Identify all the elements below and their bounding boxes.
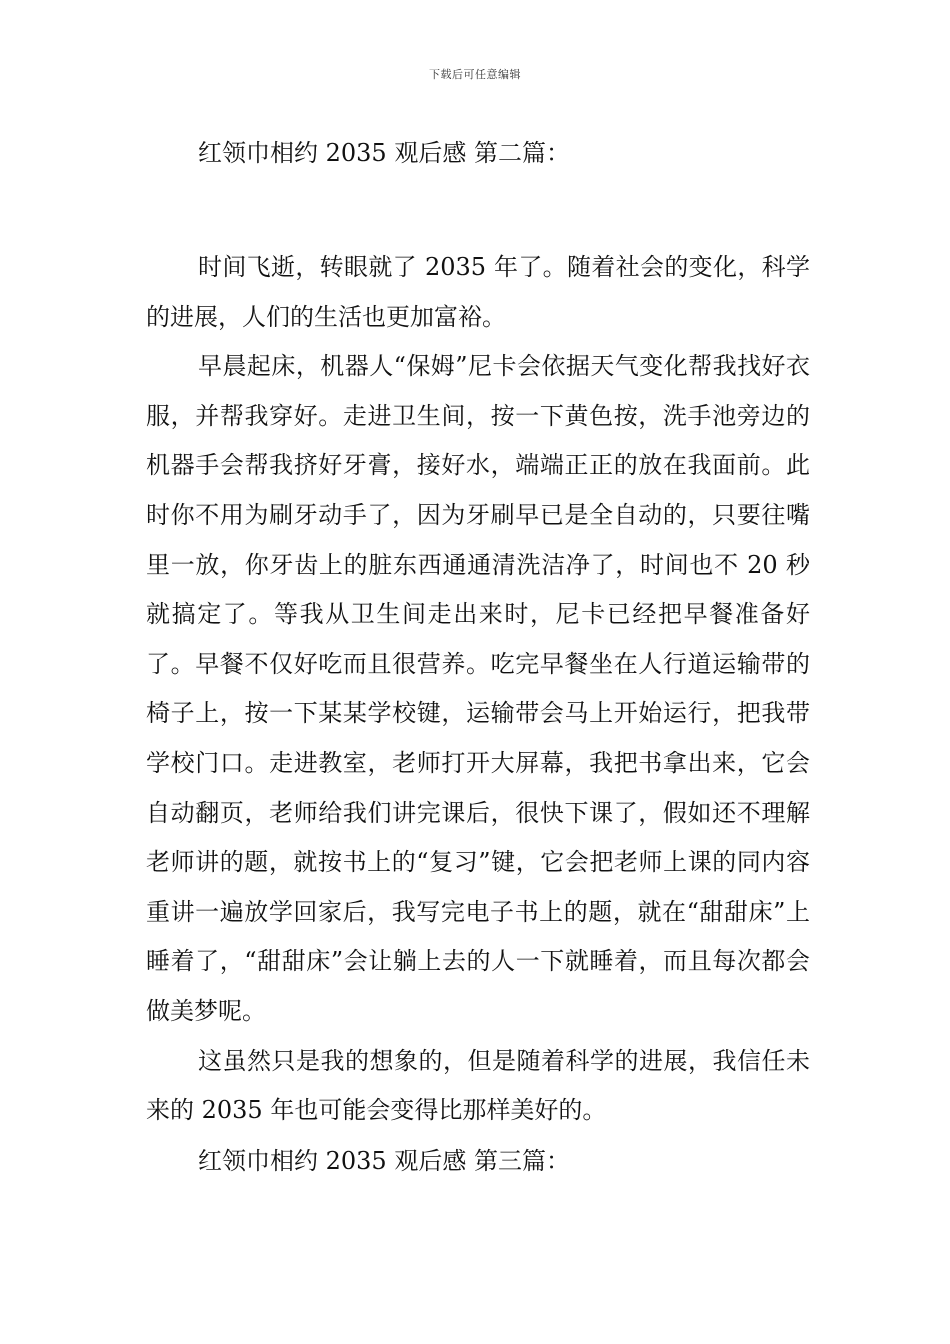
- section-heading-3: 红领巾相约 2035 观后感 第三篇：: [198, 1146, 570, 1175]
- page-header-note: 下载后可任意编辑: [429, 68, 521, 81]
- document-body: [146, 128, 810, 1186]
- spacer: [146, 178, 810, 243]
- paragraph-2: 早晨起床，机器人“保姆”尼卡会依据天气变化帮我找好衣服，并帮我穿好。走进卫生间，按一下黄色按，洗手池旁边的机器手会帮我挤好牙膏，接好水，端端正正的放在我面前。此时你不用为刷牙动手了，因为牙刷早已是全自动的，只要往嘴里一放，你牙齿上的脏东西通通清洗洁净了，时间也不 20 秒就搞定了。等我从卫生间走出来时，尼卡已经把早餐准备好了。早餐不仅好吃而且很营养。吃完早餐坐在人行道运输带的椅子上，按一下某某学校键，运输带会马上开始运行，把我带学校门口。走进教室，老师打开大屏幕，我把书拿出来，它会自动翻页，老师给我们讲完课后，很快下课了，假如还不理解老师讲的题，就按书上的“复习”键，它会把老师上课的同内容重讲一遍放学回家后，我写完电子书上的题，就在“甜甜床”上睡着了，“甜甜床”会让躺上去的人一下就睡着，而且每次都会做美梦呢。: [146, 352, 810, 1025]
- section-heading-2: 红领巾相约 2035 观后感 第二篇：: [198, 139, 570, 167]
- paragraph-1: 时间飞逝，转眼就了 2035 年了。随着社会的变化，科学的进展，人们的生活也更加富裕。: [146, 253, 810, 331]
- paragraph-3: 这虽然只是我的想象的，但是随着科学的进展，我信任未来的 2035 年也可能会变得比那样美好的。: [146, 1046, 810, 1125]
